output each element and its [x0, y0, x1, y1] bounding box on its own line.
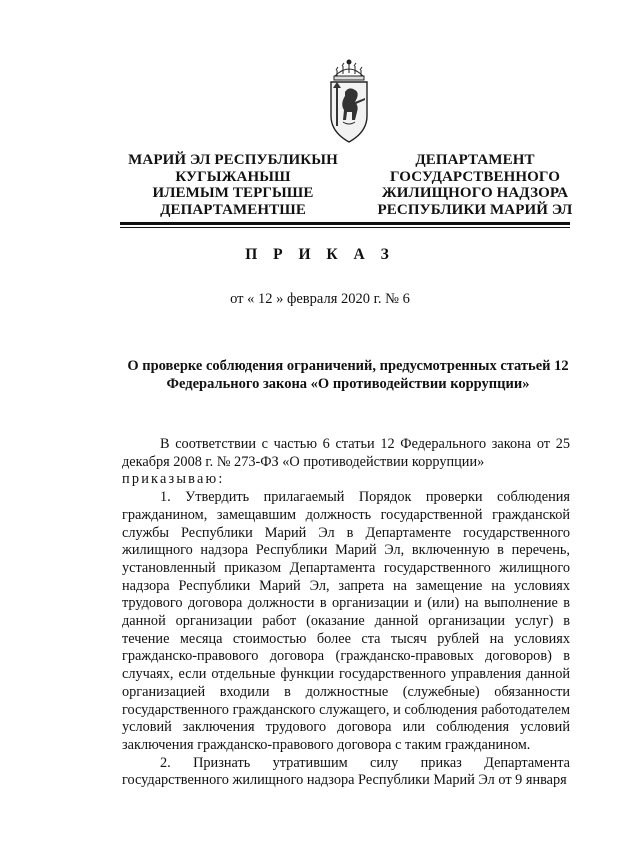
- header-divider-thin: [120, 227, 570, 228]
- coat-of-arms-emblem: [325, 58, 373, 146]
- body-item-1: 1. Утвердить прилагаемый Порядок проверки соблюдения гражданином, замещавшим должность государственной гражданской службы Республики Марий Эл в Департаменте государственного жилищного надзора Республики Марий Эл, включенную в перечень, установленный приказом Департамента государственного жилищного надзора Республики Марий Эл, запрета на замещение на условиях трудового договора должности в организации и (или) на выполнение в данной организации работ (оказание данной организации услуг) в течение месяца стоимостью более ста тысяч рублей на условиях гражданско-правового договора (гражданско-правовых договоров) в случаях, если отдельные функции государственного управления данной организацией входили в должностные (служебные) обязанности государственного гражданского служащего, и соблюдения работодателем условий заключения трудового договора или соблюдения условий заключения гражданско-правового договора с таким гражданином.: [122, 489, 570, 753]
- header-left-line-3: ИЛЕМЫМ ТЕРГЫШЕ: [152, 185, 314, 201]
- subject-line-2: Федерального закона «О противодействии коррупции»: [166, 376, 530, 392]
- order-date-line: от « 12 » февраля 2020 г. № 6: [230, 291, 410, 307]
- header-left-line-4: ДЕПАРТАМЕНТШЕ: [160, 201, 306, 218]
- header-right-line-3: ЖИЛИЩНОГО НАДЗОРА: [381, 185, 569, 201]
- header-left-line-1: МАРИЙ ЭЛ РЕСПУБЛИКЫН: [128, 152, 338, 168]
- order-title: П Р И К А З: [245, 246, 395, 263]
- body-item-2: 2. Признать утратившим силу приказ Департамента государственного жилищного надзора Республики Марий Эл от 9 января: [122, 754, 570, 789]
- header-right-line-4: РЕСПУБЛИКИ МАРИЙ ЭЛ: [377, 201, 573, 218]
- subject-line-1: О проверке соблюдения ограничений, предусмотренных статьей 12: [127, 358, 569, 374]
- order-subject: [118, 357, 578, 393]
- header-left-line-2: КУГЫЖАНЫШ: [175, 168, 291, 185]
- header-left-block: [118, 152, 348, 218]
- order-body: [122, 436, 570, 790]
- header-divider-thick: [120, 222, 570, 225]
- header-right-line-1: ДЕПАРТАМЕНТ: [415, 152, 535, 168]
- header-right-block: [360, 152, 590, 218]
- body-orders-word: приказываю:: [122, 471, 225, 488]
- header-right-line-2: ГОСУДАРСТВЕННОГО: [390, 168, 560, 185]
- body-intro: В соответствии с частью 6 статьи 12 Федерального закона от 25 декабря 2008 г. № 273-ФЗ «О противодействии коррупции»: [122, 436, 570, 470]
